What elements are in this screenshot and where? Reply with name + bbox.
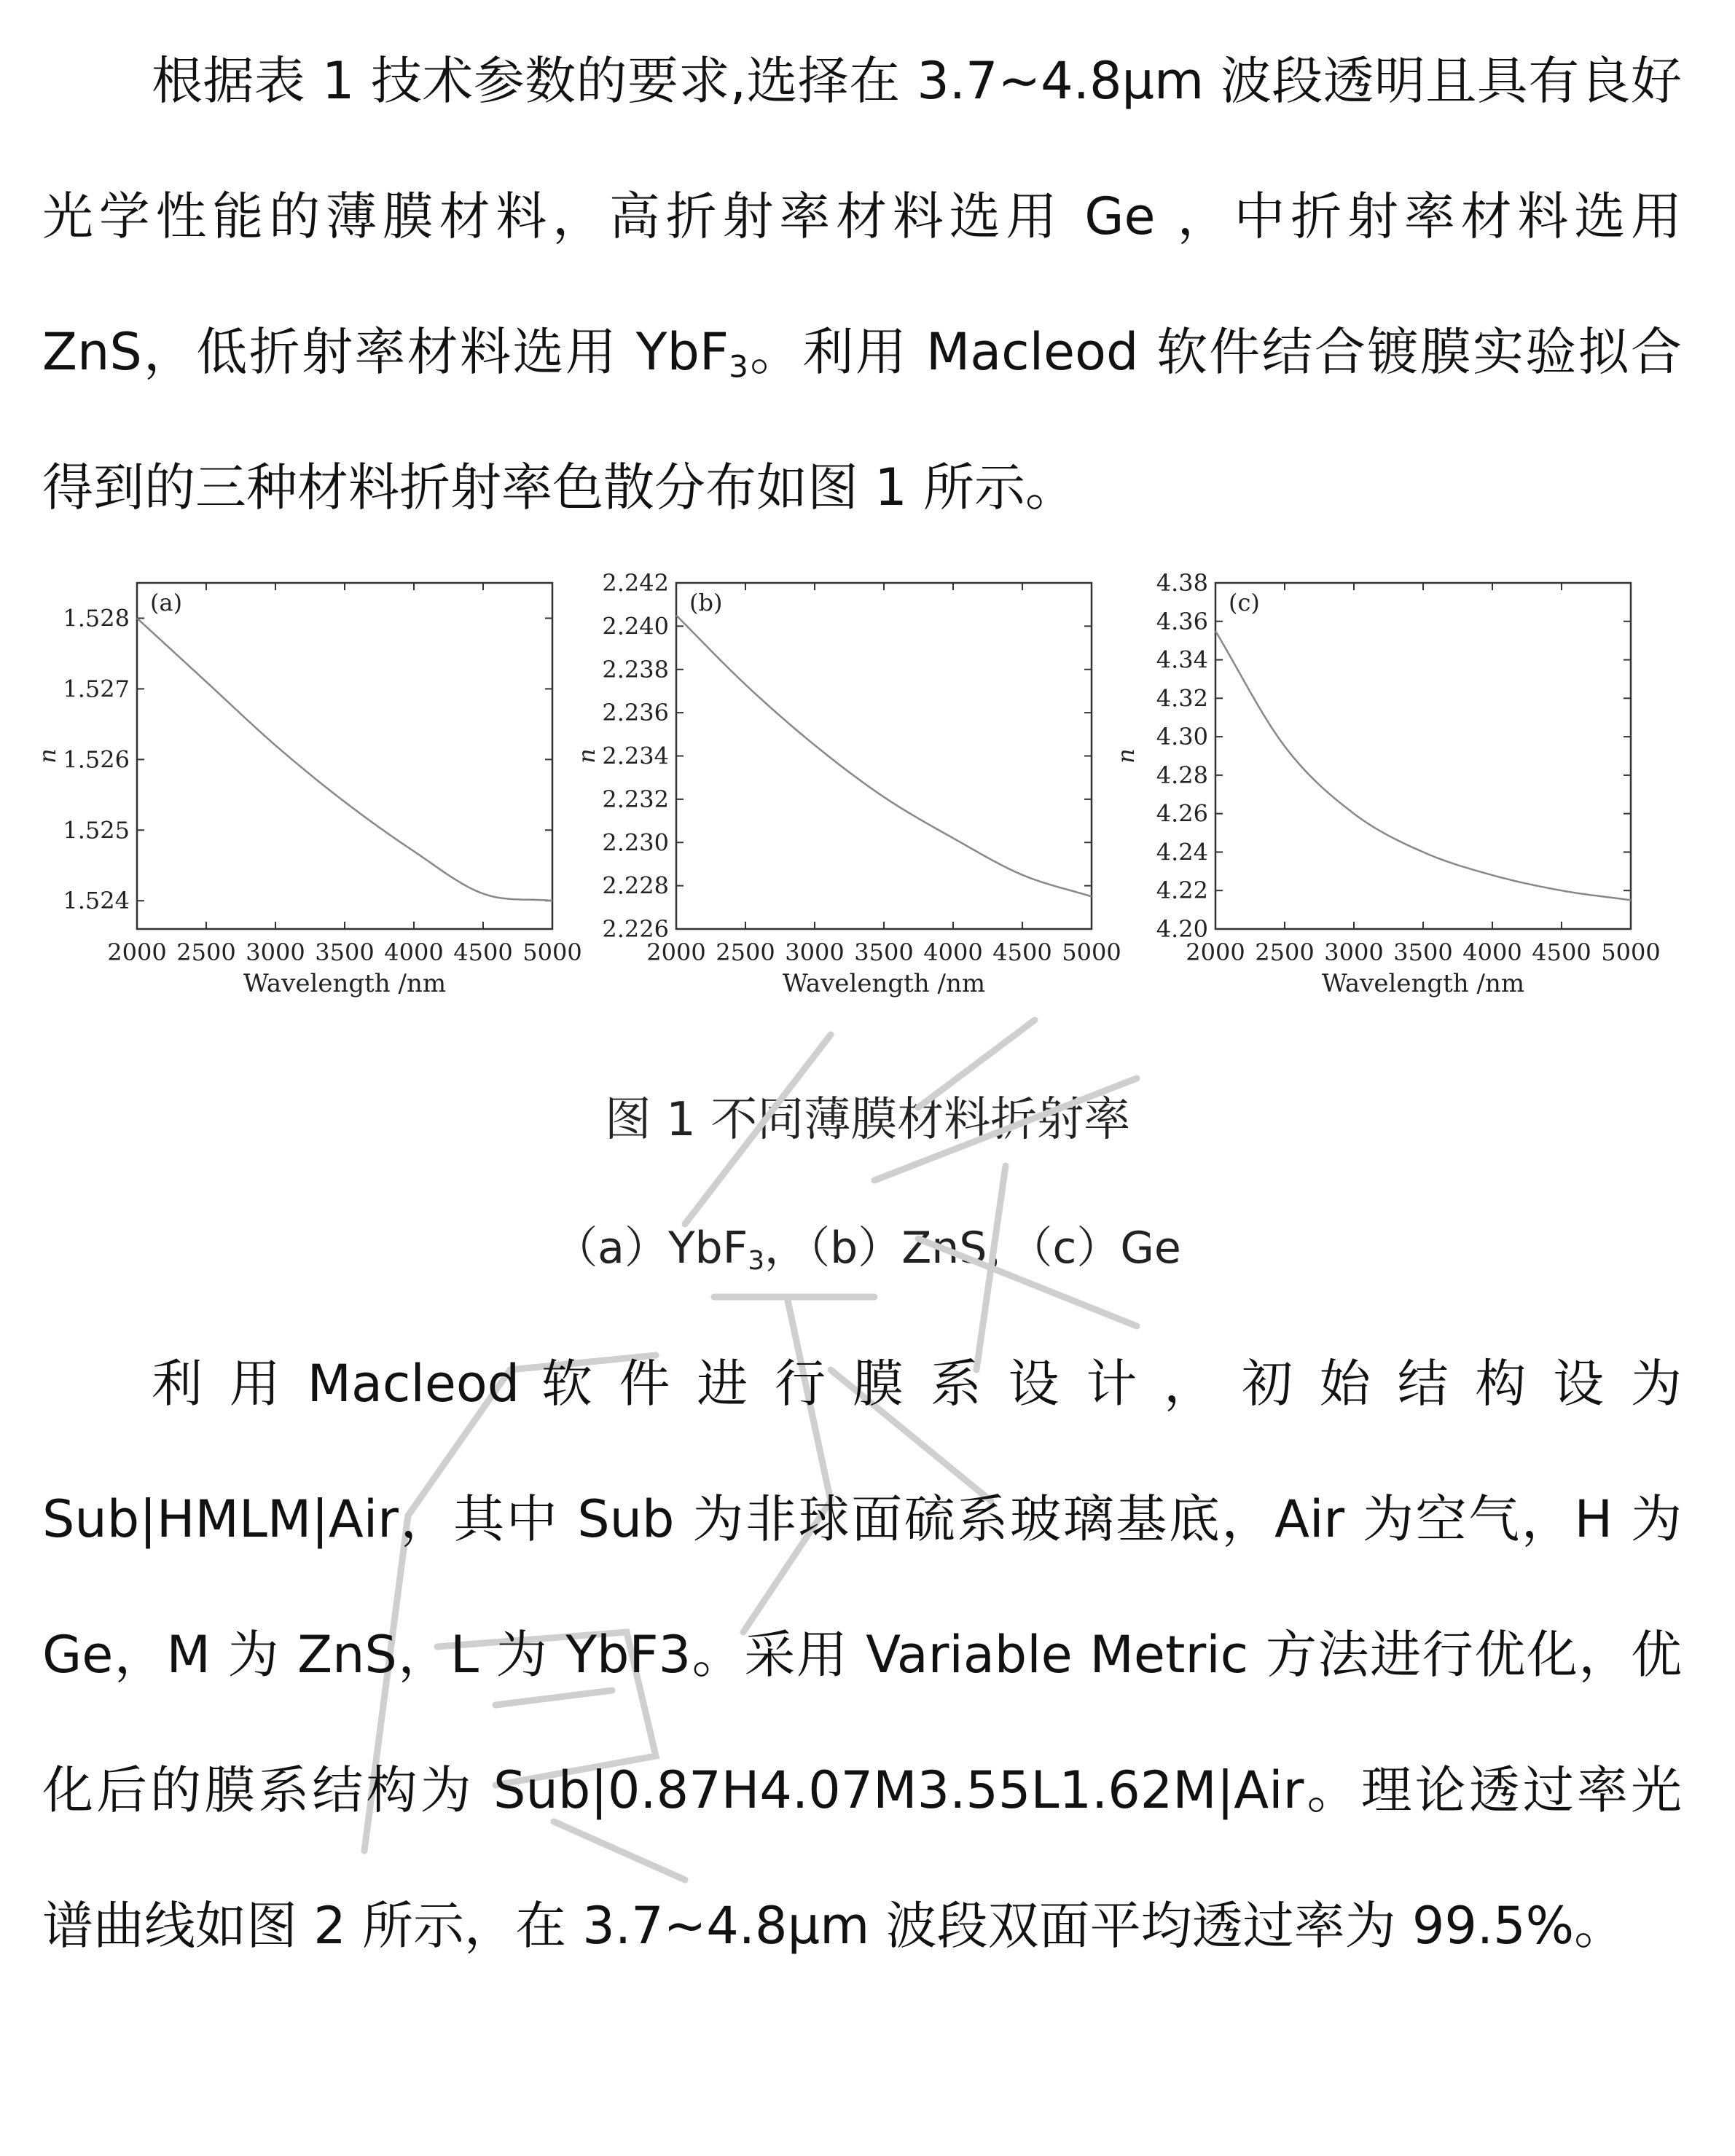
x-tick-label: 3500 (854, 938, 914, 966)
x-tick-label: 4500 (992, 938, 1052, 966)
series-line (676, 616, 1092, 897)
paragraph-2 (42, 1316, 1682, 1994)
x-tick-label: 4500 (1532, 938, 1591, 966)
paragraph-1-subscript: 3 (729, 348, 748, 385)
caption-part-a: （a）YbF (554, 1223, 748, 1274)
x-tick-label: 5000 (522, 938, 582, 966)
chart-panel-a (34, 561, 582, 1013)
x-tick-label: 2000 (646, 938, 706, 966)
y-tick-label: 2.226 (602, 915, 669, 943)
x-tick-label: 4000 (923, 938, 983, 966)
panel-label: (a) (150, 589, 183, 616)
y-tick-label: 1.525 (63, 816, 130, 844)
x-tick-label: 3500 (1393, 938, 1453, 966)
x-tick-label: 5000 (1062, 938, 1121, 966)
figure-1 (34, 561, 1689, 1013)
paragraph-1-tail: 。利用 Macleod 软件结合镀膜实验拟合得到的三种材料折射率色散分布如图 1 所示。 (42, 322, 1682, 517)
caption-rest: ，（b）ZnS，（c）Ge (764, 1223, 1181, 1274)
x-tick-label: 2500 (176, 938, 236, 966)
x-axis-label: Wavelength /nm (782, 969, 986, 998)
y-tick-label: 4.34 (1156, 646, 1208, 674)
y-tick-label: 1.527 (63, 675, 130, 703)
x-tick-label: 3000 (246, 938, 305, 966)
y-tick-label: 1.524 (63, 887, 130, 915)
y-tick-label: 4.20 (1156, 915, 1208, 943)
x-tick-label: 4000 (384, 938, 444, 966)
plot-frame (1215, 583, 1631, 929)
y-axis-label: n (34, 748, 61, 764)
chart-panel-b (573, 561, 1121, 1013)
x-axis-label: Wavelength /nm (243, 969, 447, 998)
x-tick-label: 3500 (315, 938, 375, 966)
x-tick-label: 5000 (1601, 938, 1661, 966)
paragraph-2-rest: Sub|HMLM|Air，其中 Sub 为非球面硫系玻璃基底，Air 为空气，H 为 Ge，M 为 ZnS，L 为 YbF3。采用 Variable Metric 方法进行优化，优化后的膜系结构为 Sub|0.87H4.07M3.55L1.62M|Air。理论透过率光谱曲线如图 2 所示，在 3.7~4.8μm 波段双面平均透过率为 99.5%。 (42, 1489, 1682, 1956)
series-line (1215, 631, 1631, 900)
x-tick-label: 2500 (1255, 938, 1315, 966)
y-axis-label: n (573, 748, 600, 764)
x-tick-label: 2000 (107, 938, 167, 966)
paragraph-1-text: 根据表 1 技术参数的要求,选择在 3.7~4.8μm 波段透明且具有良好光学性能的薄膜材料，高折射率材料选用 Ge ，中折射率材料选用 ZnS，低折射率材料选用 YbF (42, 51, 1682, 382)
y-tick-label: 4.30 (1156, 723, 1208, 751)
paragraph-1 (42, 13, 1682, 555)
y-axis-label: n (1112, 748, 1140, 764)
paragraph-2-first-line: 利 用 Macleod 软 件 进 行 膜 系 设 计 ， 初 始 结 构 设 为 (152, 1354, 1682, 1414)
y-tick-label: 1.528 (63, 604, 130, 632)
plot-frame (137, 583, 552, 929)
chart-b (573, 561, 1121, 1013)
y-tick-label: 4.38 (1156, 569, 1208, 597)
x-tick-label: 2500 (716, 938, 775, 966)
y-tick-label: 4.36 (1156, 607, 1208, 635)
y-tick-label: 4.24 (1156, 838, 1208, 866)
y-tick-label: 2.232 (602, 785, 669, 813)
y-tick-label: 4.26 (1156, 799, 1208, 828)
y-tick-label: 4.28 (1156, 761, 1208, 789)
y-tick-label: 2.240 (602, 612, 669, 640)
y-tick-label: 2.228 (602, 871, 669, 900)
chart-c (1112, 561, 1661, 1013)
y-tick-label: 4.22 (1156, 877, 1208, 905)
y-tick-label: 2.234 (602, 742, 669, 770)
figure-caption-subtitle (0, 1213, 1735, 1276)
y-tick-label: 4.32 (1156, 684, 1208, 713)
x-tick-label: 3000 (1324, 938, 1384, 966)
y-tick-label: 2.242 (602, 569, 669, 597)
figure-caption-title: 图 1 不同薄膜材料折射率 (604, 1093, 1131, 1147)
x-tick-label: 2000 (1186, 938, 1245, 966)
caption-subscript: 3 (748, 1246, 765, 1276)
x-axis-label: Wavelength /nm (1321, 969, 1525, 998)
x-tick-label: 3000 (785, 938, 845, 966)
x-tick-label: 4500 (453, 938, 513, 966)
chart-panel-c (1112, 561, 1661, 1013)
y-tick-label: 2.230 (602, 828, 669, 857)
series-line (137, 619, 552, 901)
chart-a (34, 561, 582, 1013)
y-tick-label: 1.526 (63, 745, 130, 774)
y-tick-label: 2.236 (602, 699, 669, 727)
x-tick-label: 4000 (1462, 938, 1522, 966)
panel-label: (b) (689, 589, 723, 616)
y-tick-label: 2.238 (602, 655, 669, 683)
panel-label: (c) (1229, 589, 1260, 616)
